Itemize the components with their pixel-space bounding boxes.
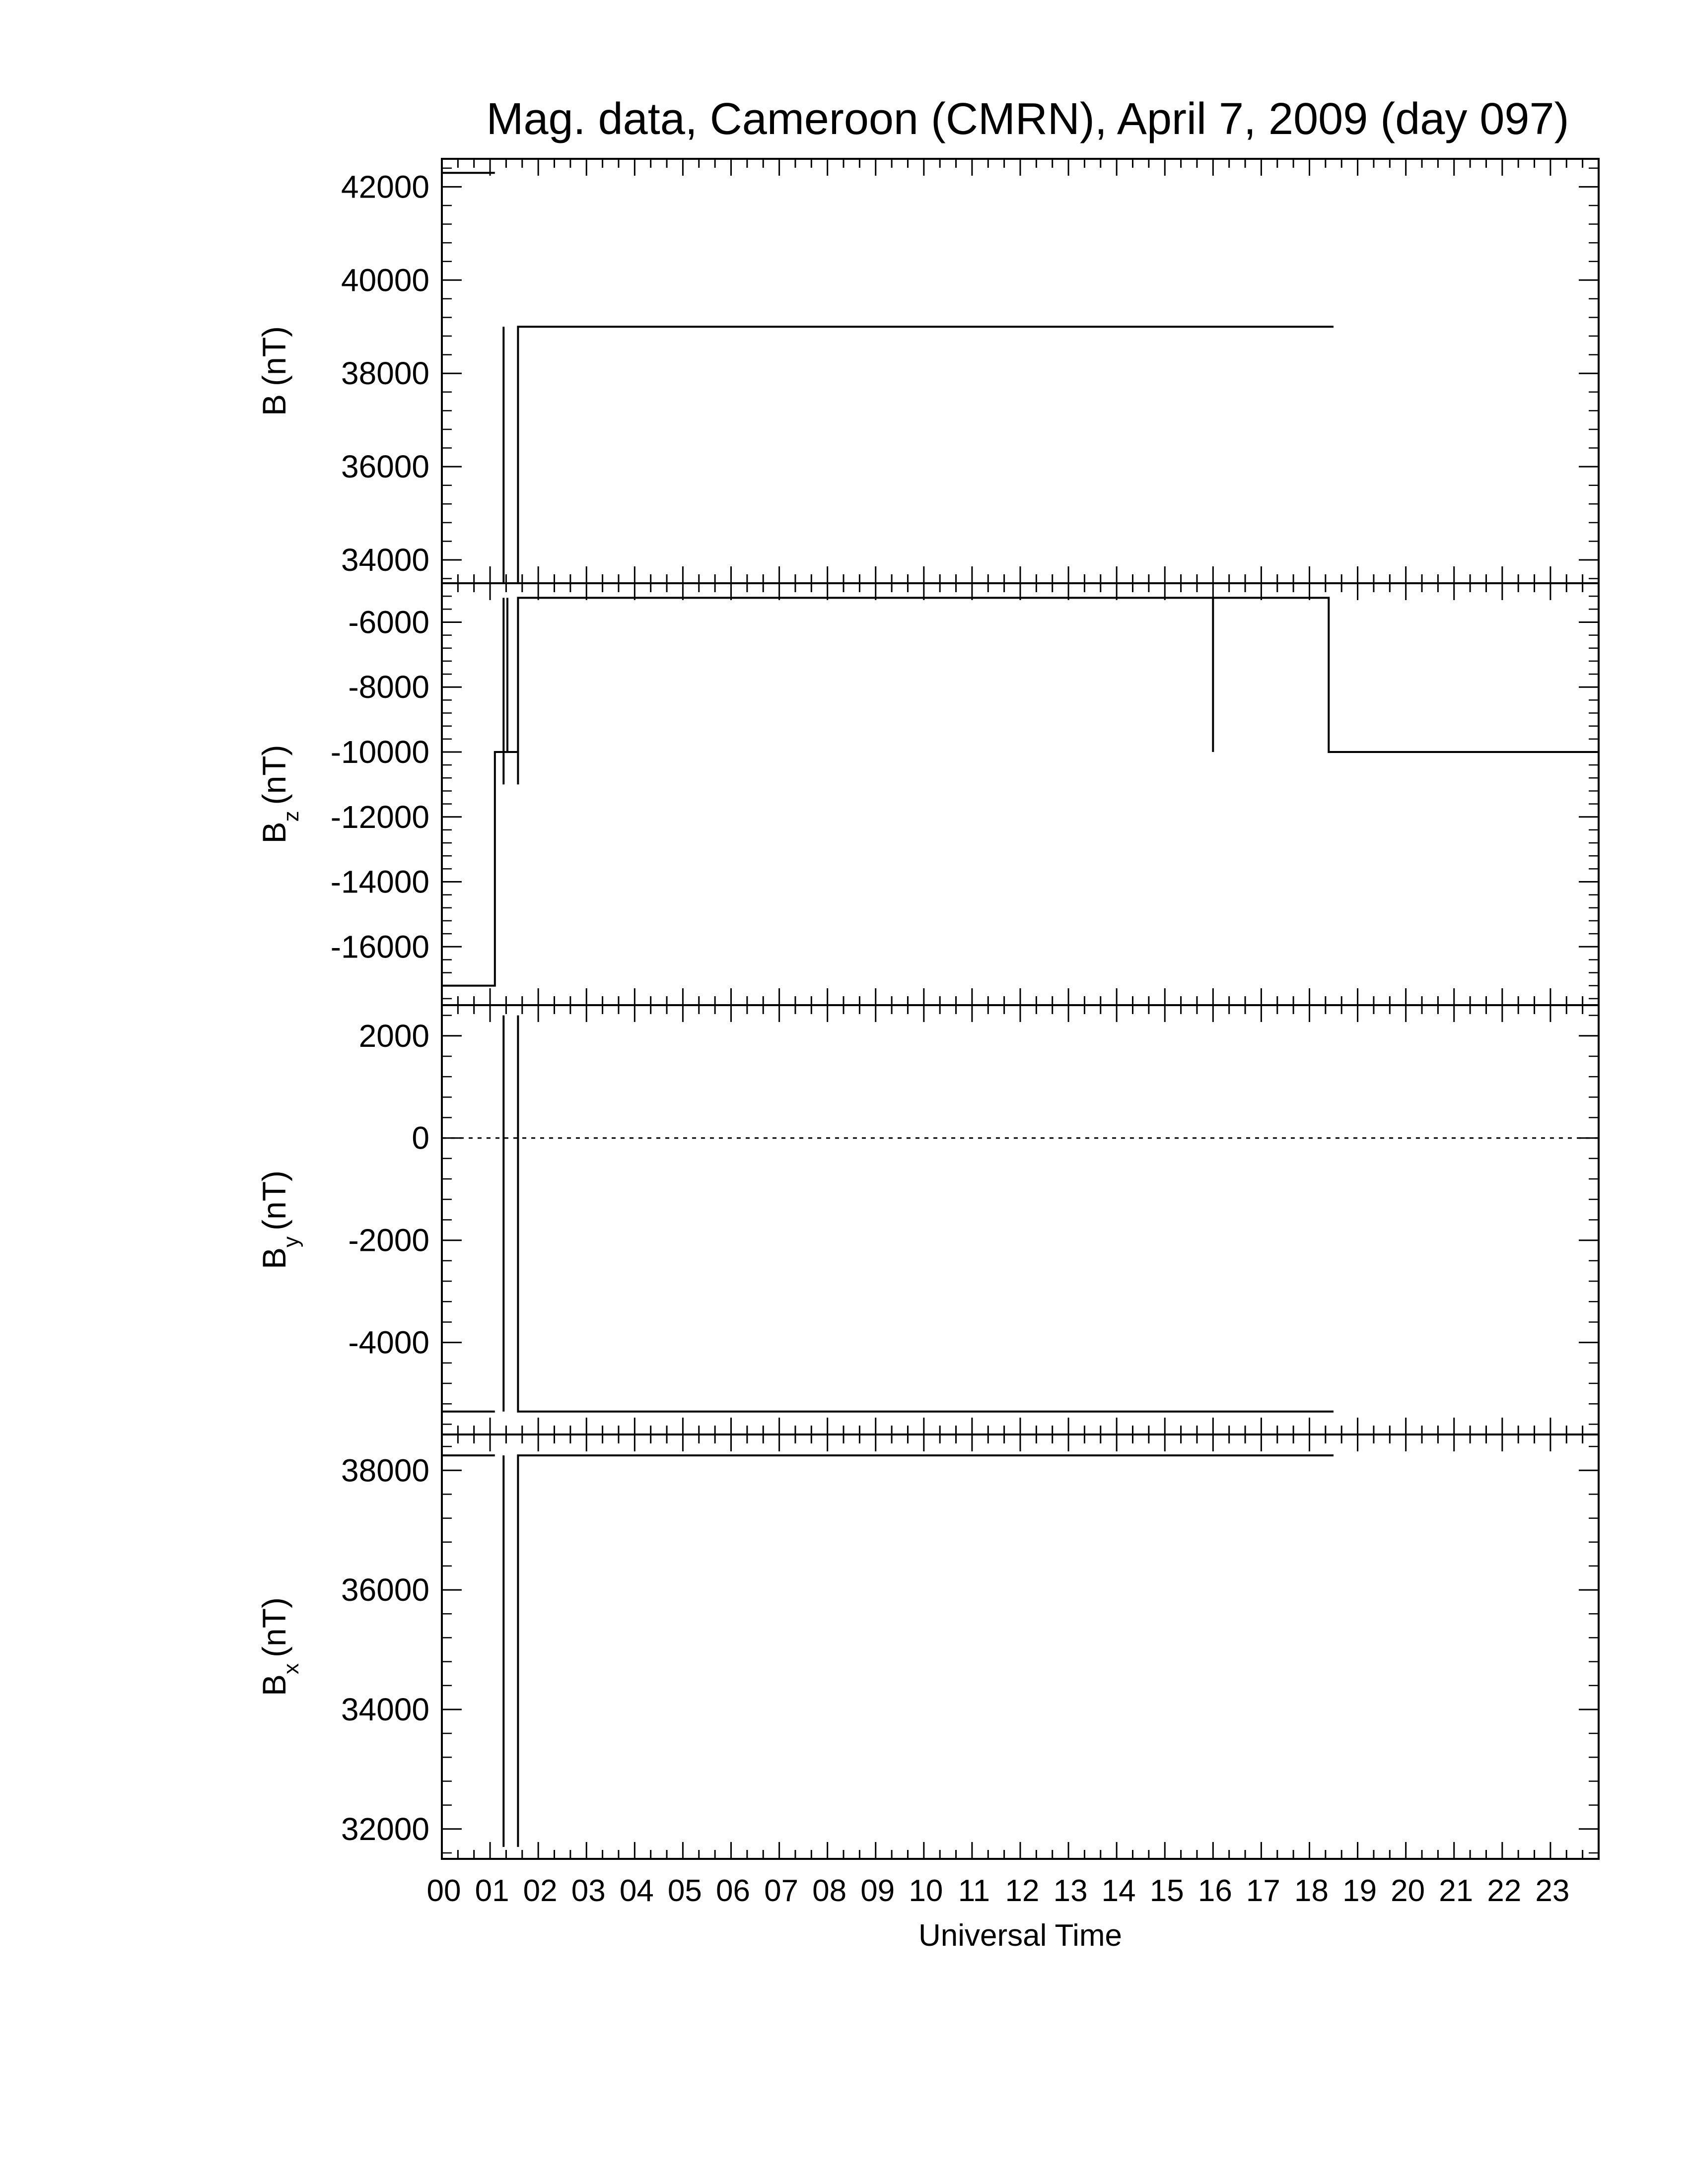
x-tick-label: 00 [426, 1874, 461, 1908]
x-tick-label: 03 [571, 1874, 606, 1908]
y-axis-label-B [256, 326, 292, 416]
x-tick-label: 09 [860, 1874, 895, 1908]
y-tick-label-B: 40000 [341, 262, 429, 298]
x-tick-label: 23 [1535, 1874, 1570, 1908]
y-axis-label-unit: (nT) [256, 1597, 292, 1657]
y-axis-label-main: B [256, 821, 292, 844]
y-tick-label-Bx: 34000 [341, 1691, 429, 1727]
y-tick-label-B: 36000 [341, 449, 429, 485]
y-tick-label-Bz: -8000 [348, 669, 429, 705]
x-tick-label: 10 [909, 1874, 943, 1908]
y-tick-label-By: 0 [412, 1120, 429, 1156]
x-tick-label: 20 [1391, 1874, 1425, 1908]
y-axis-label-subscript: y [279, 1236, 303, 1247]
y-tick-label-Bz: -16000 [330, 929, 429, 965]
x-tick-label: 16 [1197, 1874, 1232, 1908]
x-tick-label: 17 [1246, 1874, 1280, 1908]
chart-title: Mag. data, Cameroon (CMRN), April 7, 2009 (day 097) [486, 94, 1569, 144]
y-tick-label-Bx: 38000 [341, 1452, 429, 1489]
y-axis-label-unit: (nT) [256, 745, 292, 805]
x-tick-label: 01 [475, 1874, 509, 1908]
x-tick-label: 04 [619, 1874, 654, 1908]
x-tick-label: 08 [812, 1874, 847, 1908]
y-tick-label-Bz: -10000 [330, 734, 429, 770]
y-axis-label-unit: (nT) [256, 326, 292, 386]
y-tick-label-B: 42000 [341, 169, 429, 205]
y-axis-label-subscript: z [279, 811, 303, 822]
x-tick-label: 18 [1294, 1874, 1329, 1908]
x-axis-label: Universal Time [918, 1918, 1122, 1953]
y-tick-label-By: 2000 [358, 1018, 429, 1054]
y-tick-label-Bz: -6000 [348, 604, 429, 640]
y-tick-label-Bx: 32000 [341, 1811, 429, 1847]
y-axis-label-main: B [256, 394, 292, 416]
x-tick-label: 15 [1149, 1874, 1184, 1908]
y-tick-label-B: 34000 [341, 542, 429, 578]
y-axis-label-main: B [256, 1247, 292, 1270]
x-tick-label: 22 [1487, 1874, 1522, 1908]
x-tick-label: 11 [958, 1874, 990, 1908]
y-tick-label-Bx: 36000 [341, 1572, 429, 1608]
x-tick-label: 05 [667, 1874, 702, 1908]
y-tick-label-B: 38000 [341, 355, 429, 392]
x-tick-label: 19 [1342, 1874, 1377, 1908]
x-tick-label: 21 [1439, 1874, 1474, 1908]
y-axis-label-main: B [256, 1674, 292, 1697]
x-tick-label: 02 [523, 1874, 558, 1908]
y-axis-label-subscript: x [279, 1663, 303, 1674]
x-tick-label: 13 [1053, 1874, 1088, 1908]
x-tick-label: 12 [1005, 1874, 1040, 1908]
y-tick-label-Bz: -12000 [330, 799, 429, 835]
x-tick-label: 06 [716, 1874, 750, 1908]
y-tick-label-By: -2000 [348, 1222, 429, 1258]
x-tick-label: 07 [764, 1874, 799, 1908]
y-tick-label-By: -4000 [348, 1324, 429, 1361]
y-axis-label-unit: (nT) [256, 1170, 292, 1230]
x-tick-label: 14 [1101, 1874, 1136, 1908]
y-tick-label-Bz: -14000 [330, 864, 429, 900]
